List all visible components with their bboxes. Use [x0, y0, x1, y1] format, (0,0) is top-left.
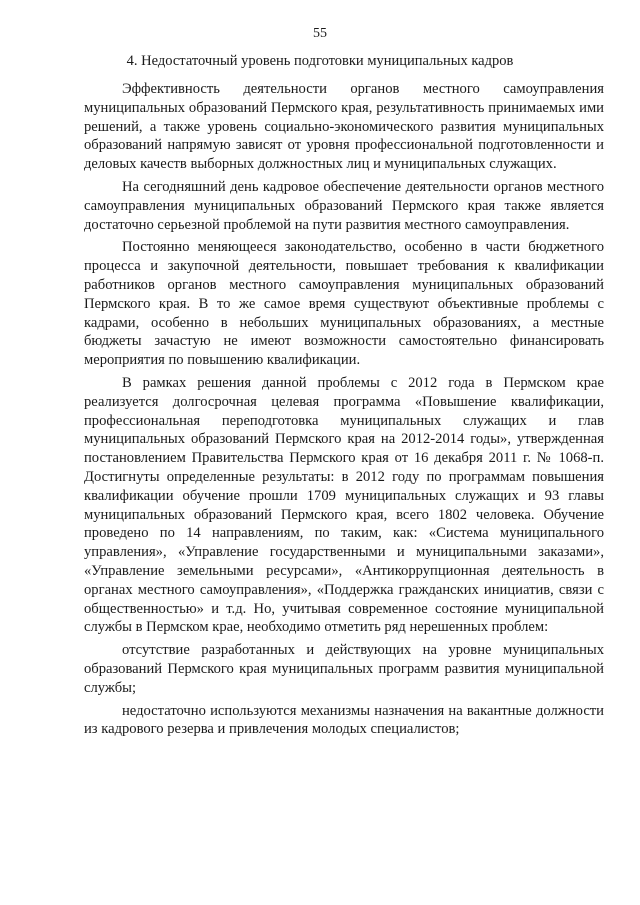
- page-number: 55: [313, 26, 327, 41]
- paragraph-legislation: Постоянно меняющееся законодательство, особенно в части бюджетного процесса и закупочной деятельности, повышает требования к квалификации работников органов местного самоуправления муниципальных образований Пермского края. В то же самое время существуют объективные проблемы с кадрами, особенно в небольших муниципальных образованиях, а местные бюджеты зачастую не имеют возможности самостоятельно финансировать мероприятия по повышению квалификации.: [84, 239, 604, 369]
- paragraph-problem-programs: отсутствие разработанных и действующих на уровне муниципальных образований Пермского края муниципальных программ развития муниципальной службы;: [84, 642, 604, 696]
- paragraph-problem-reserve: недостаточно используются механизмы назначения на вакантные должности из кадрового резерва и привлечения молодых специалистов;: [84, 702, 604, 738]
- paragraph-effectiveness: Эффективность деятельности органов местного самоуправления муниципальных образований Пермского края, результативность принимаемых ими решений, а также уровень социально-экономического развития муниципальных образований напрямую зависят от уровня профессиональной подготовленности и деловых качеств выборных должностных лиц и муниципальных служащих.: [84, 81, 604, 173]
- paragraph-staffing: На сегодняшний день кадровое обеспечение деятельности органов местного самоуправления муниципальных образований Пермского края также является достаточно серьезной проблемой на пути развития местного самоуправления.: [84, 178, 604, 233]
- body-text: [84, 80, 604, 743]
- paragraph-program: В рамках решения данной проблемы с 2012 года в Пермском крае реализуется долгосрочная целевая программа «Повышение квалификации, профессиональная переподготовка муниципальных служащих и глав муниципальных образований Пермского края на 2012-2014 годы», утвержденная постановлением Правительства Пермского края от 16 декабря 2011 г. № 1068-п. Достигнуты определенные результаты: в 2012 году по программам повышения квалификации обучение прошли 1709 муниципальных служащих и 93 главы муниципальных образований Пермского края, всего 1802 человека. Обучение проведено по 14 направлениям, по таким, как: «Система муниципального управления», «Управление государственными и муниципальными заказами», «Управление земельными ресурсами», «Антикоррупционная деятельность в органах местного самоуправления», «Поддержка гражданских инициатив, связи с общественностью» и т.д. Но, учитывая современное состояние муниципальной службы в Пермском крае, необходимо отметить ряд нерешенных проблем:: [84, 374, 604, 636]
- section-heading: 4. Недостаточный уровень подготовки муниципальных кадров: [126, 53, 514, 69]
